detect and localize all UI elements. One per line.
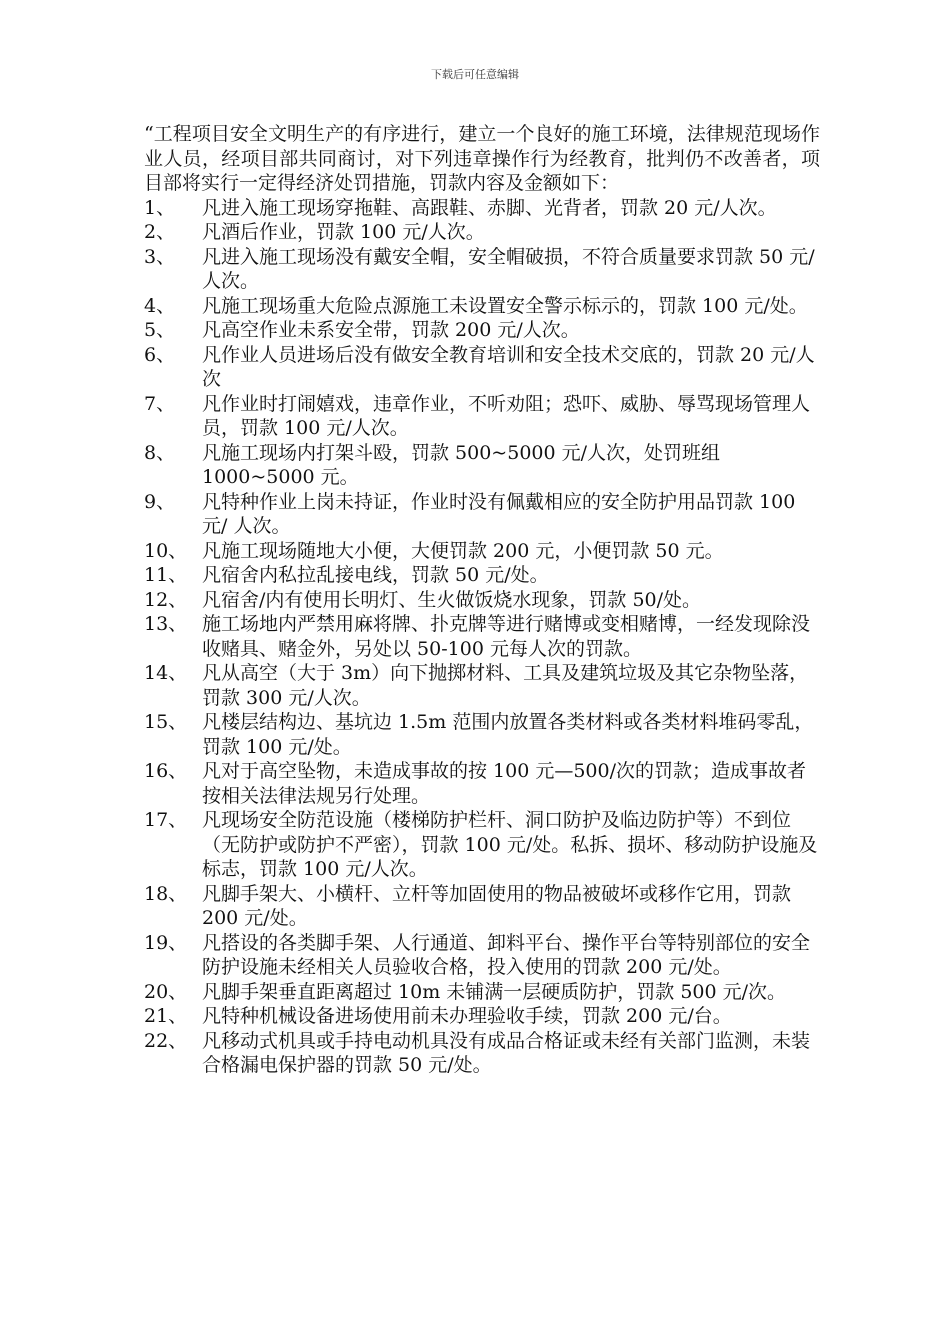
rule-item (144, 563, 820, 588)
rule-number: 5、 (144, 319, 176, 341)
rule-item (144, 588, 820, 613)
rule-text: 凡作业时打闹嬉戏，违章作业，不听劝阻；恐吓、威胁、辱骂现场管理人员，罚款 100 元/人次。 (202, 392, 811, 439)
header-note: 下载后可任意编辑 (431, 68, 519, 81)
rule-number: 10、 (144, 539, 188, 562)
rule-item (144, 710, 820, 759)
rule-number: 12、 (144, 588, 188, 611)
rule-number: 3、 (144, 245, 176, 268)
intro-paragraph: “工程项目安全文明生产的有序进行，建立一个良好的施工环境，法律规范现场作业人员，经项目部共同商讨，对下列违章操作行为经教育，批判仍不改善者，项目部将实行一定得经济处罚措施，罚款内容及金额如下： (144, 123, 820, 194)
rule-number: 9、 (144, 490, 176, 513)
rule-number: 20、 (144, 980, 188, 1003)
rule-text: 凡脚手架大、小横杆、立杆等加固使用的物品被破坏或移作它用，罚款 200 元/处。 (202, 882, 792, 929)
rule-text: 凡移动式机具或手持电动机具没有成品合格证或未经有关部门监测，未装合格漏电保护器的罚款 50 元/处。 (202, 1029, 811, 1076)
rule-item (144, 392, 820, 441)
rule-item (144, 808, 820, 882)
rule-item (144, 759, 820, 808)
rule-item (144, 612, 820, 661)
rule-number: 4、 (144, 294, 176, 317)
rule-item (144, 294, 820, 319)
rule-number: 6、 (144, 343, 176, 366)
rule-text: 凡特种作业上岗未持证，作业时没有佩戴相应的安全防护用品罚款 100 元/ 人次。 (202, 490, 796, 537)
rule-number: 18、 (144, 882, 188, 905)
rule-number: 16、 (144, 760, 188, 782)
rule-item (144, 661, 820, 710)
document-body (144, 122, 820, 1078)
rule-item (144, 882, 820, 931)
rule-text: 凡宿舍/内有使用长明灯、生火做饭烧水现象，罚款 50/处。 (202, 588, 702, 611)
rule-text: 凡酒后作业，罚款 100 元/人次。 (202, 221, 485, 243)
rule-text: 凡施工现场重大危险点源施工未设置安全警示标示的，罚款 100 元/处。 (202, 294, 808, 317)
rule-number: 2、 (144, 221, 176, 243)
rule-text: 施工场地内严禁用麻将牌、扑克牌等进行赌博或变相赌博，一经发现除没收赌具、赌金外，另处以 50-100 元每人次的罚款。 (202, 613, 811, 660)
rule-number: 19、 (144, 931, 188, 954)
rule-item (144, 245, 820, 294)
rule-text: 凡楼层结构边、基坑边 1.5m 范围内放置各类材料或各类材料堆码零乱，罚款 100 元/处。 (202, 711, 814, 758)
rule-text: 凡宿舍内私拉乱接电线，罚款 50 元/处。 (202, 564, 549, 586)
rule-text: 凡施工现场随地大小便，大便罚款 200 元，小便罚款 50 元。 (202, 539, 724, 562)
rule-number: 11、 (144, 564, 188, 586)
rule-text: 凡脚手架垂直距离超过 10m 未铺满一层硬质防护，罚款 500 元/次。 (202, 980, 787, 1003)
rule-item (144, 441, 820, 490)
rule-item (144, 196, 820, 221)
rule-number: 21、 (144, 1005, 188, 1027)
rule-text: 凡进入施工现场穿拖鞋、高跟鞋、赤脚、光背者，罚款 20 元/人次。 (202, 196, 777, 219)
rule-text: 凡特种机械设备进场使用前未办理验收手续，罚款 200 元/台。 (202, 1005, 732, 1027)
rule-number: 15、 (144, 711, 188, 733)
rule-text: 凡进入施工现场没有戴安全帽，安全帽破损，不符合质量要求罚款 50 元/人次。 (202, 245, 815, 292)
rule-item (144, 980, 820, 1005)
rule-text: 凡从高空（大于 3m）向下抛掷材料、工具及建筑垃圾及其它杂物坠落，罚款 300 元/人次。 (202, 662, 809, 709)
rule-item (144, 220, 820, 245)
rule-text: 凡高空作业未系安全带，罚款 200 元/人次。 (202, 319, 580, 341)
rule-number: 7、 (144, 392, 176, 415)
rule-item (144, 318, 820, 343)
rule-item (144, 343, 820, 392)
rule-number: 17、 (144, 809, 188, 831)
rule-number: 22、 (144, 1029, 188, 1052)
rule-item (144, 490, 820, 539)
rule-text: 凡作业人员进场后没有做安全教育培训和安全技术交底的，罚款 20 元/人次 (202, 343, 815, 390)
rule-number: 13、 (144, 613, 188, 635)
rule-item (144, 1004, 820, 1029)
penalty-rules-list (144, 196, 820, 1078)
rule-text: 凡搭设的各类脚手架、人行通道、卸料平台、操作平台等特别部位的安全防护设施未经相关人员验收合格，投入使用的罚款 200 元/处。 (202, 931, 811, 978)
rule-text: 凡现场安全防范设施（楼梯防护栏杆、洞口防护及临边防护等）不到位（无防护或防护不严密），罚款 100 元/处。私拆、损坏、移动防护设施及标志，罚款 100 元/人次。 (202, 809, 818, 880)
rule-item (144, 1029, 820, 1078)
rule-number: 8、 (144, 441, 176, 464)
rule-number: 14、 (144, 662, 188, 684)
rule-text: 凡施工现场内打架斗殴，罚款 500~5000 元/人次，处罚班组 1000~5000 元。 (202, 441, 721, 488)
rule-text: 凡对于高空坠物，未造成事故的按 100 元—500/次的罚款；造成事故者按相关法律法规另行处理。 (202, 760, 807, 807)
rule-item (144, 931, 820, 980)
rule-item (144, 539, 820, 564)
rule-number: 1、 (144, 196, 176, 219)
